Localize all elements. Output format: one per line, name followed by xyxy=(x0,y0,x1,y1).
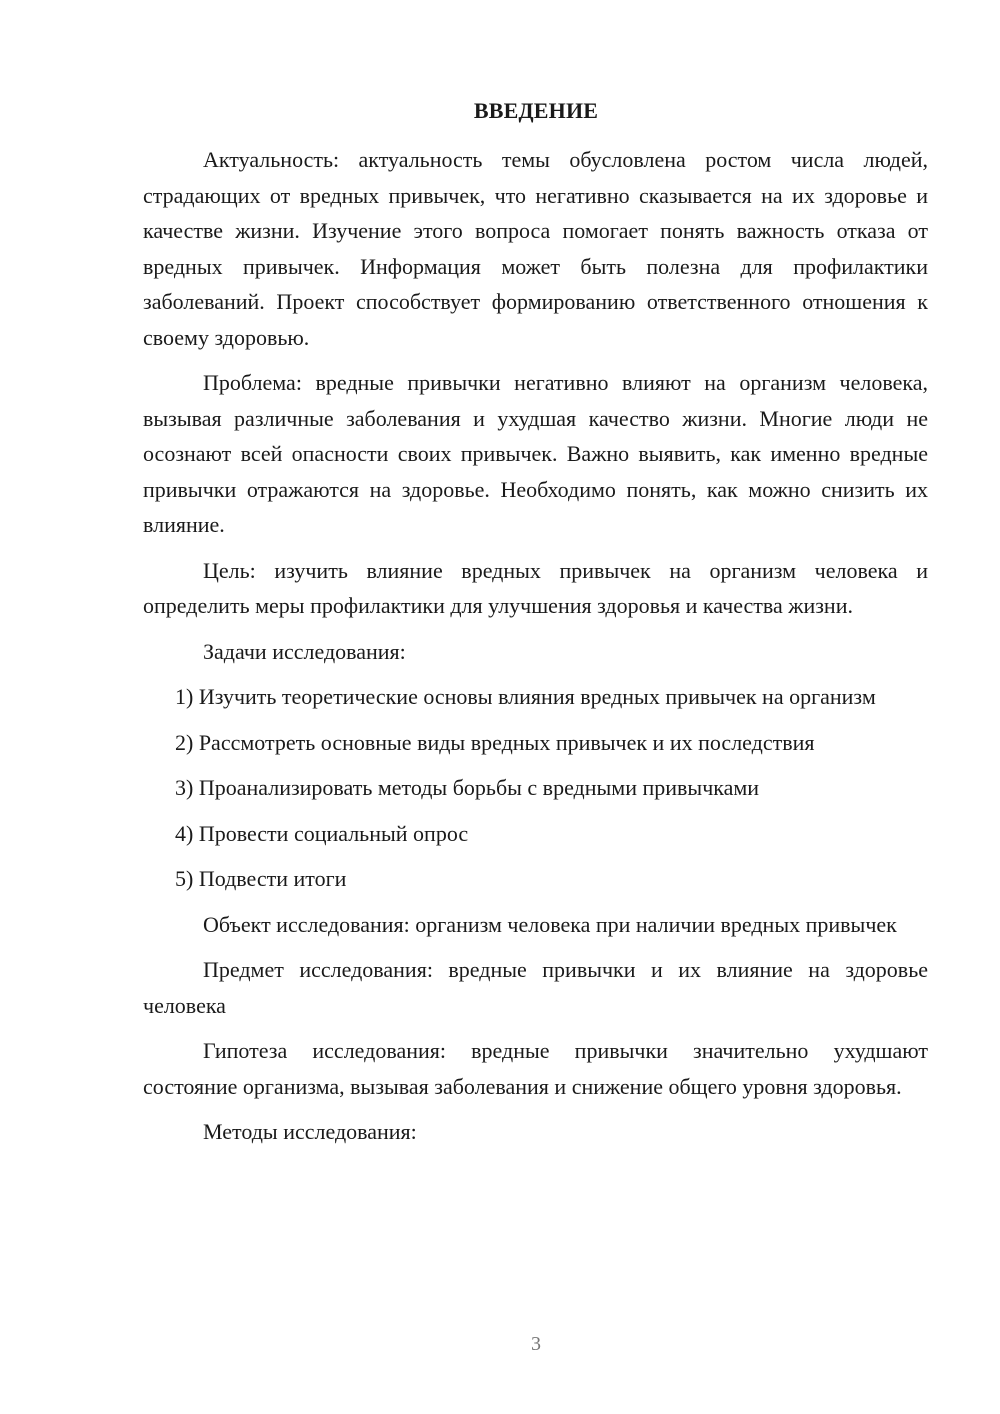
page-number: 3 xyxy=(531,1333,541,1355)
list-item-task-4: 4) Провести социальный опрос xyxy=(175,820,469,846)
paragraph-relevance: Актуальность: актуальность темы обусловлена ростом числа людей, страдающих от вредных привычек, что негативно сказывается на их здоровье и качестве жизни. Изучение этого вопроса помогает понять важность отказа от вредных привычек. Информация может быть полезна для профилактики заболеваний. Проект способствует формированию ответственного отношения к своему здоровью. xyxy=(143,147,928,350)
list-item-task-5: 5) Подвести итоги xyxy=(175,866,347,891)
list-item-task-3: 3) Проанализировать методы борьбы с вредными привычками xyxy=(175,775,760,800)
tasks-heading: Задачи исследования: xyxy=(203,638,406,664)
paragraph-object: Объект исследования: организм человека при наличии вредных привычек xyxy=(203,911,897,937)
paragraph-hypothesis: Гипотеза исследования: вредные привычки значительно ухудшают состояние организма, вызывая заболевания и снижение общего уровня здоровья. xyxy=(143,1038,928,1099)
paragraph-problem: Проблема: вредные привычки негативно влияют на организм человека, вызывая различные заболевания и ухудшая качество жизни. Многие люди не осознают всей опасности своих привычек. Важно выявить, как именно вредные привычки отражаются на здоровье. Необходимо понять, как можно снизить их влияние. xyxy=(143,370,928,537)
list-item-task-1: 1) Изучить теоретические основы влияния вредных привычек на организм xyxy=(175,684,876,709)
paragraph-goal: Цель: изучить влияние вредных привычек на организм человека и определить меры профилактики для улучшения здоровья и качества жизни. xyxy=(143,557,928,618)
document-body xyxy=(143,142,928,1160)
methods-heading: Методы исследования: xyxy=(203,1119,417,1144)
paragraph-subject: Предмет исследования: вредные привычки и их влияние на здоровье человека xyxy=(143,957,928,1018)
list-item-task-2: 2) Рассмотреть основные виды вредных привычек и их последствия xyxy=(175,729,815,755)
page-title: ВВЕДЕНИЕ xyxy=(473,98,599,123)
